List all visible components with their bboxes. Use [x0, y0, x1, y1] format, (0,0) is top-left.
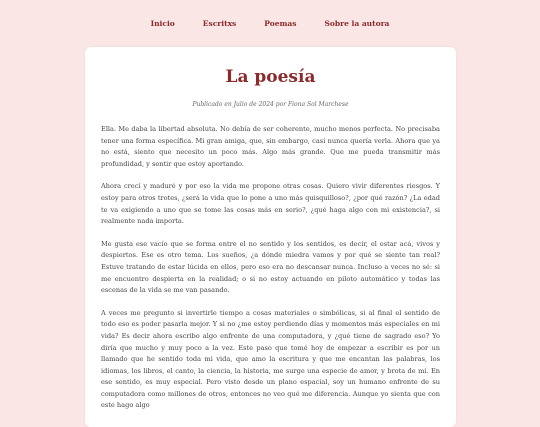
post-paragraph: Ahora crecí y maduré y por eso la vida me propone otras cosas. Quiero vivir diferentes riesgos. Y estoy para otros trotes, ¿será la vida que lo pone a uno más quisquilloso?, ¿por qué razón? ¿La edad te va exigiendo a uno que se tome las cosas más en serio?, ¿qué haga algo con mi existencia?, si realmente nada importa.: [101, 182, 440, 226]
post-meta: Publicado en Julio de 2024 por Fiona Sol Marchese: [192, 101, 349, 108]
nav-link-escritxs[interactable]: Escritxs: [202, 18, 237, 28]
post-paragraph: Me gusta ese vacío que se forma entre el no sentido y los sentidos, es decir, el estar acá, vivos y despiertos. Ese es otro tema. Los sueños, ¿a dónde miedra vamos y por qué se siente tan real? Estuve tratando de estar lúcida en ellos, pero eso era no descansar nunca. Incluso a veces no sé: si me encuentro despierta en la realidad; o si no estoy actuando en piloto automático y todas las escenas de la vida se me van pasando.: [101, 239, 440, 295]
post-content: [85, 124, 456, 412]
nav-link-poemas[interactable]: Poemas: [264, 18, 297, 28]
post-title: La poesía: [225, 67, 316, 87]
post-paragraph: Ella. Me daba la libertad absoluta. No debía de ser coherente, mucho menos perfecta. No precisaba tener una forma específica. Mi gran amiga, que, sin embargo, casi nunca quería verla. Ahora que ya no está, siento que necesito un poco más. Algo más grande. Que me pueda transmitir más profundidad, y sentir que estoy aportando.: [101, 125, 440, 168]
nav-link-inicio[interactable]: Inicio: [150, 18, 175, 28]
post-card: [85, 47, 456, 427]
post-paragraph: A veces me pregunto si invertirle tiempo a cosas materiales o simbólicas, si al final el sentido de todo eso es poder pasarla mejor. Y si no ¿me estoy perdiendo días y momentos más especiales en mi vida? Es decir ahora escribo algo enfrente de una computadora, y ¿qué tiene de sagrado eso? Yo diría que mucho y muy poco a la vez. Este paso que tomé hoy de empezar a escribir es por un llamado que he sentido toda mi vida, que amo la escritura y que me encantan las palabras, los idiomas, los libros, el canto, la ciencia, la historia, me surge una especie de amor, y brota de mí. En ese sentido, es muy especial. Pero visto desde un plano espacial, soy un humano enfrente de su computadora como millones de otros, entonces no veo qué me diferencia. Aunque yo sienta que con este hago algo: [101, 308, 440, 410]
main-nav: [0, 0, 540, 46]
nav-link-sobre-la-autora[interactable]: Sobre la autora: [324, 18, 390, 28]
